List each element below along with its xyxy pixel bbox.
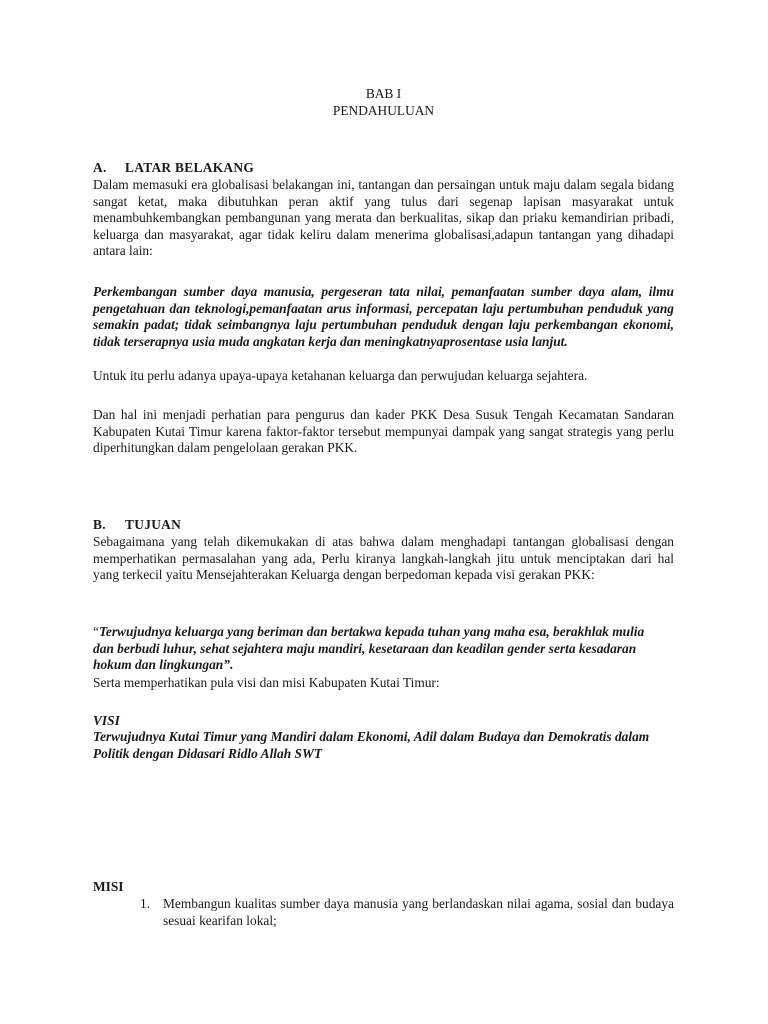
section-b-heading <box>93 517 674 534</box>
misi-heading: MISI <box>93 879 124 894</box>
quote-open-mark: “ <box>93 624 99 639</box>
chapter-title <box>93 86 674 119</box>
section-b-title: TUJUAN <box>125 517 182 532</box>
section-b-paragraph-1: Sebagaimana yang telah dikemukakan di atas bahwa dalam menghadapi tantangan globalisasi dengan memperhatikan permasalahan yang ada, Perlu kiranya langkah-langkah jitu untuk menciptakan dari hal yang terkecil yaitu Mensejahterakan Keluarga dengan berpedoman kepada visi gerakan PKK: <box>93 534 674 583</box>
challenges-paragraph: Perkembangan sumber daya manusia, pergeseran tata nilai, pemanfaatan sumber daya alam, ilmu pengetahuan dan teknologi,pemanfaatan arus informasi, percepatan laju pertumbuhan penduduk yang semakin padat; tidak seimbangnya laju pertumbuhan penduduk dengan laju perkembangan ekonomi, tidak terserapnya usia muda angkatan kerja dan meningkatnyaprosentase usia lanjut. <box>93 284 674 349</box>
section-b-number: B. <box>93 517 106 532</box>
chapter-name: PENDAHULUAN <box>332 102 435 118</box>
visi-text: Terwujudnya Kutai Timur yang Mandiri dalam Ekonomi, Adil dalam Budaya dan Demokratis dalam Politik dengan Didasari Ridlo Allah SWT <box>93 729 650 761</box>
section-a-heading <box>93 160 674 177</box>
section-a-paragraph-3: Dan hal ini menjadi perhatian para pengurus dan kader PKK Desa Susuk Tengah Kecamatan Sandaran Kabupaten Kutai Timur karena faktor-faktor tersebut mempunyai dampak yang sangat strategis yang perlu diperhitungkan dalam pengelolaan gerakan PKK. <box>93 407 674 456</box>
section-a-title: LATAR BELAKANG <box>125 160 255 175</box>
section-a-paragraph-1: Dalam memasuki era globalisasi belakangan ini, tantangan dan persaingan untuk maju dalam segala bidang sangat ketat, maka dibutuhkan peran aktif yang tulus dari segenap lapisan masyarakat untuk menambuhkembangkan pembangunan yang merata dan berkualitas, sikap dan priaku kemandirian pribadi, keluarga dan masyarakat, agar tidak keliru dalam menerima globalisasi,adapun tantangan yang dihadapi antara lain: <box>93 177 674 259</box>
section-a-paragraph-2: Untuk itu perlu adanya upaya-upaya ketahanan keluarga dan perwujudan keluarga sejahtera. <box>93 368 588 383</box>
pkk-vision-quote <box>93 624 653 674</box>
section-a-number: A. <box>93 160 107 175</box>
quote-text: Terwujudnya keluarga yang beriman dan bertakwa kepada tuhan yang maha esa, berakhlak mulia dan berbudi luhur, sehat sejahtera maju mandiri, kesetaraan dan keadilan gender serta kesadaran hokum dan lingkungan”. <box>93 624 645 673</box>
chapter-number: BAB I <box>365 86 402 101</box>
misi-item-marker: 1. <box>140 896 151 911</box>
misi-item-text: Membangun kualitas sumber daya manusia yang berlandaskan nilai agama, sosial dan budaya sesuai kearifan lokal; <box>163 896 674 928</box>
section-b-paragraph-2: Serta memperhatikan pula visi dan misi Kabupaten Kutai Timur: <box>93 675 440 690</box>
visi-heading: VISI <box>93 713 120 728</box>
